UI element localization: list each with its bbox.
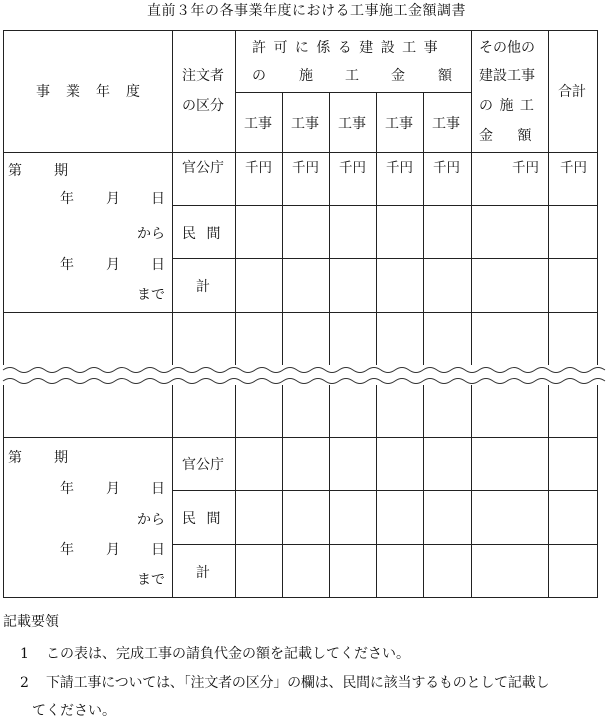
col-line bbox=[282, 92, 283, 366]
table-left-border bbox=[3, 30, 4, 598]
period-year: 年 bbox=[60, 481, 74, 497]
header-work-col-4: 工事 bbox=[385, 116, 413, 132]
row-line bbox=[172, 544, 598, 545]
category-public: 官公庁 bbox=[182, 457, 224, 473]
col-line bbox=[329, 384, 330, 598]
col-line bbox=[548, 30, 549, 366]
table-right-border bbox=[597, 30, 598, 598]
row-line bbox=[172, 258, 598, 259]
header-other-line3: の 施 工 bbox=[479, 98, 535, 114]
period-year: 年 bbox=[60, 542, 74, 558]
header-other-line1: その他の bbox=[479, 40, 535, 56]
period-year: 年 bbox=[60, 257, 74, 273]
wavy-break-mark bbox=[0, 361, 613, 391]
period-month: 月 bbox=[106, 257, 120, 273]
unit-label: 千円 bbox=[433, 160, 460, 176]
col-line bbox=[423, 384, 424, 598]
category-public: 官公庁 bbox=[182, 160, 224, 176]
note-2-number: 2 bbox=[20, 675, 29, 691]
col-line bbox=[376, 384, 377, 598]
document-title: 直前３年の各事業年度における工事施工金額調書 bbox=[147, 3, 466, 19]
col-line bbox=[172, 384, 173, 598]
unit-label: 千円 bbox=[512, 160, 539, 176]
header-licensed-line1: 許 可 に 係 る 建 設 工 事 bbox=[252, 40, 440, 56]
period-day: 日 bbox=[151, 191, 165, 207]
notes-heading: 記載要領 bbox=[3, 614, 59, 630]
header-divider bbox=[235, 92, 472, 93]
note-2-continuation: てください。 bbox=[32, 703, 116, 719]
unit-label: 千円 bbox=[560, 160, 587, 176]
category-subtotal: 計 bbox=[196, 565, 210, 581]
note-1-text: この表は、完成工事の請負代金の額を記載してください。 bbox=[46, 646, 410, 662]
header-orderer-line1: 注文者 bbox=[182, 68, 224, 84]
category-subtotal: 計 bbox=[196, 279, 210, 295]
header-work-col-3: 工事 bbox=[338, 116, 366, 132]
period-ki: 期 bbox=[54, 450, 68, 466]
unit-label: 千円 bbox=[386, 160, 413, 176]
col-line bbox=[235, 30, 236, 366]
table-top-border bbox=[3, 30, 598, 31]
header-work-col-2: 工事 bbox=[291, 116, 319, 132]
header-licensed-gaku: 額 bbox=[438, 68, 452, 84]
note-1-number: 1 bbox=[20, 646, 29, 662]
col-line bbox=[423, 92, 424, 366]
row-line bbox=[172, 205, 598, 206]
col-line bbox=[471, 384, 472, 598]
header-other-line4: 金 額 bbox=[479, 128, 534, 144]
header-total: 合計 bbox=[558, 84, 586, 100]
col-line bbox=[329, 92, 330, 366]
header-licensed-no: の bbox=[252, 68, 266, 84]
period-dai: 第 bbox=[8, 450, 22, 466]
period-until: まで bbox=[137, 287, 165, 303]
period-day: 日 bbox=[151, 257, 165, 273]
header-licensed-ko: 工 bbox=[345, 68, 359, 84]
table-bottom-border bbox=[3, 597, 598, 598]
col-line bbox=[376, 92, 377, 366]
col-line bbox=[548, 384, 549, 598]
header-licensed-kin: 金 bbox=[391, 68, 405, 84]
unit-label: 千円 bbox=[339, 160, 366, 176]
col-line bbox=[471, 30, 472, 366]
row-line bbox=[172, 490, 598, 491]
col-line bbox=[235, 384, 236, 598]
period-until: まで bbox=[137, 572, 165, 588]
col-line bbox=[282, 384, 283, 598]
category-private: 民 間 bbox=[182, 226, 224, 242]
row-line bbox=[3, 312, 598, 313]
note-2-text: 下請工事については、「注文者の区分」の欄は、民間に該当するものとして記載し bbox=[46, 675, 550, 691]
header-work-col-5: 工事 bbox=[432, 116, 460, 132]
period-day: 日 bbox=[151, 481, 165, 497]
unit-label: 千円 bbox=[292, 160, 319, 176]
period-from: から bbox=[137, 512, 165, 528]
header-bottom bbox=[3, 152, 598, 153]
row-line bbox=[3, 437, 598, 438]
header-fiscal-year: 事 業 年 度 bbox=[36, 84, 141, 100]
period-from: から bbox=[137, 226, 165, 242]
period-dai: 第 bbox=[8, 163, 22, 179]
header-other-line2: 建設工事 bbox=[479, 68, 535, 84]
category-private: 民 間 bbox=[182, 511, 224, 527]
unit-label: 千円 bbox=[245, 160, 272, 176]
period-month: 月 bbox=[106, 481, 120, 497]
period-month: 月 bbox=[106, 191, 120, 207]
header-work-col-1: 工事 bbox=[244, 116, 272, 132]
period-ki: 期 bbox=[54, 163, 68, 179]
header-licensed-se: 施 bbox=[299, 68, 313, 84]
period-month: 月 bbox=[106, 542, 120, 558]
header-orderer-line2: の区分 bbox=[182, 98, 224, 114]
period-day: 日 bbox=[151, 542, 165, 558]
col-line bbox=[172, 30, 173, 366]
period-year: 年 bbox=[60, 191, 74, 207]
